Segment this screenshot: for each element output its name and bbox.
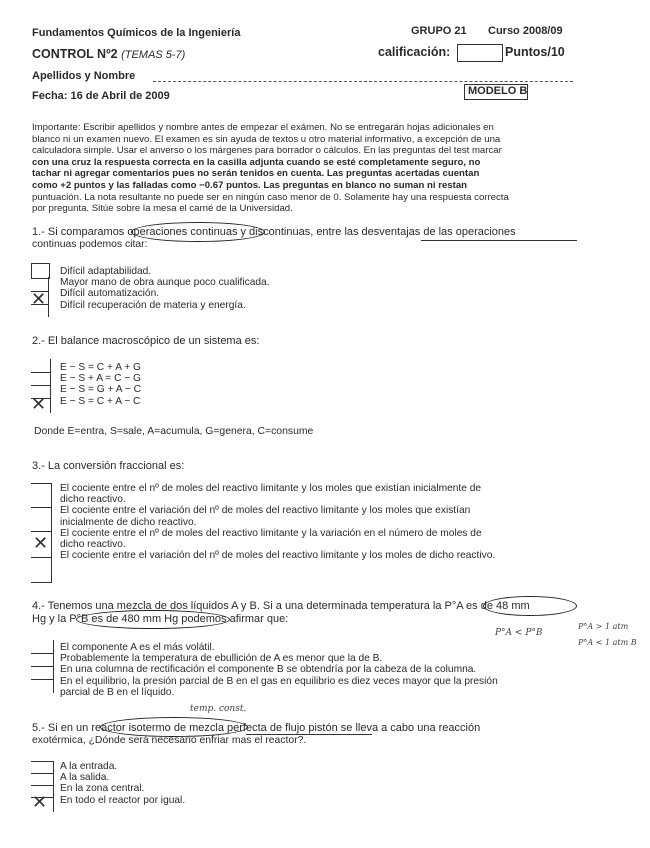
handwritten-underline (421, 240, 577, 241)
handwritten-circle (483, 596, 577, 616)
topics-label: (TEMAS 5-7) (121, 49, 186, 61)
exam-date: Fecha: 16 de Abril de 2009 (32, 90, 170, 102)
grade-label: calificación: (378, 45, 451, 59)
grade-box[interactable] (457, 44, 503, 62)
question-2-options (60, 362, 141, 407)
question-4-options (60, 642, 620, 698)
question-3-stem: 3.- La conversión fraccional es: (32, 460, 185, 472)
model-label: MODELO B (468, 85, 528, 97)
checkbox-divider (31, 531, 51, 532)
option-text: dicho reactivo. (60, 539, 126, 551)
handwritten-circle (76, 610, 230, 629)
notice-line: con una cruz la respuesta correcta en la casilla adjunta cuando se esté completamente seguro, no (32, 156, 481, 168)
question-1-options (60, 266, 270, 311)
question-3-options (60, 483, 620, 561)
question-2-stem: 2.- El balance macroscópico de un sistema es: (32, 335, 260, 347)
course-title: Fundamentos Químicos de la Ingeniería (32, 27, 241, 39)
option-text: Difícil adaptabilidad. (60, 266, 152, 277)
checkbox-divider (31, 372, 51, 373)
notice-line: como +2 puntos y las falladas como −0.67 puntos. Las preguntas en blanco no suman ni restan (32, 179, 468, 191)
question-1-stem: 1.- Si comparamos operaciones continuas y discontinuas, entre las desventajas de las operaciones continuas podemos citar: (32, 226, 516, 250)
checkbox-divider (31, 557, 51, 558)
checkbox-divider (53, 640, 54, 693)
option-text: El cociente entre el variación del nº de moles del reactivo limitante y los moles que existían (60, 505, 471, 517)
option-text: E − S = G + A − C (60, 384, 141, 396)
control-title: CONTROL Nº2 (TEMAS 5-7) (32, 47, 186, 61)
points-label: Puntos/10 (505, 45, 565, 59)
cross-mark: ✕ (32, 792, 48, 813)
checkbox-divider (31, 653, 53, 654)
option-text: En todo el reactor por igual. (60, 794, 186, 806)
handwritten-note: temp. const. (190, 704, 247, 714)
question-5-options (60, 761, 185, 806)
checkbox-divider (48, 277, 49, 317)
option-text: E − S = C + A + G (60, 362, 141, 373)
handwritten-note: P°A < 1 atm B (578, 638, 637, 647)
notice-line: puntuación. La nota resultante no puede ser en ningún caso menor de 0. Solamente hay una respuesta correcta (32, 191, 509, 203)
option-text: En el equilibrio, la presión parcial de B en el gas en equilibrio es diez veces mayor que la presión (60, 675, 498, 687)
notice-line: blanco ni un examen nuevo. El examen es sin ayuda de textos u otro material informativo, a excepción de una (32, 133, 501, 145)
notice-line: por pregunta. Sitúe sobre la mesa el carné de la Universidad. (32, 203, 293, 215)
group-label: GRUPO 21 (411, 25, 467, 37)
question-5-stem: 5.- Si en un reactor isotermo de mezcla perfecta de flujo pistón se lleva a cabo una reacción exotérmica, ¿Dónde será necesario enfriar mas el reactor?. (32, 722, 481, 746)
option-text: E − S = C + A − C (60, 395, 141, 407)
option-text: A la salida. (60, 772, 110, 784)
checkbox-divider (31, 785, 53, 786)
option-text: El cociente entre el nº de moles del reactivo limitante y la variación en el número de moles de (60, 527, 482, 539)
cross-mark: ✕ (33, 533, 49, 554)
option-text: En la zona central. (60, 783, 145, 795)
option-text: En una columna de rectificación el componente B se obtendría por la cabeza de la columna. (60, 664, 477, 676)
cross-mark: ✕ (31, 289, 47, 310)
option-text: El cociente entre el nº de moles del reactivo limitante y los moles que existían inicialmente de (60, 483, 482, 494)
handwritten-note: P°A < P°B (495, 628, 543, 638)
checkbox-divider (31, 507, 51, 508)
option-text: El componente A es el más volátil. (60, 642, 215, 653)
handwritten-circle (131, 222, 265, 242)
checkbox-divider (31, 385, 51, 386)
option-text: El cociente entre el variación del nº de moles del reactivo limitante y los moles de dicho reactivo. (60, 550, 496, 562)
year-label: Curso 2008/09 (488, 25, 563, 37)
checkbox-divider (31, 773, 53, 774)
checkbox-divider (31, 666, 53, 667)
option-text: A la entrada. (60, 761, 118, 772)
name-label: Apellidos y Nombre (32, 70, 136, 82)
handwritten-note: P°A > 1 atm (578, 622, 629, 631)
cross-mark: ✕ (31, 394, 47, 415)
checkbox-divider (31, 679, 53, 680)
checkbox-divider (50, 359, 51, 413)
option-text: Difícil automatización. (60, 288, 160, 300)
question-2-note: Donde E=entra, S=sale, A=acumula, G=genera, C=consume (34, 426, 314, 437)
option-text: E − S + A = C − G (60, 373, 141, 385)
option-text: dicho reactivo. (60, 494, 126, 506)
option-text: parcial de B en el líquido. (60, 686, 175, 698)
important-notice (32, 122, 612, 215)
notice-line: Importante: Escribir apellidos y nombre antes de empezar el exámen. No se entregarán hojas adicionales en (32, 122, 494, 133)
option-text: Probablemente la temperatura de ebullición de A es menor que la de B. (60, 653, 383, 665)
name-line[interactable] (153, 81, 573, 82)
option-text: inicialmente de dicho reactivo. (60, 516, 197, 528)
handwritten-circle (100, 717, 248, 737)
option-text: Difícil recuperación de materia y energía. (60, 299, 246, 311)
notice-line: calculadora simple. Usar el anverso o los márgenes para borrador o cálculos. En las preguntas del test marcar (32, 145, 502, 157)
question-4-stem: 4.- Tenemos una mezcla de dos líquidos A y B. Si a una determinada temperatura la P°A es de 48 mm Hg y la P°B es de 480 mm Hg podemos afirmar que: (32, 600, 530, 625)
option-text: Mayor mano de obra aunque poco cualificada. (60, 277, 270, 289)
handwritten-underline (246, 734, 372, 735)
notice-line: tachar ni agregar comentarios pues no serán tenidos en cuenta. Las preguntas acertadas cuentan (32, 168, 480, 180)
